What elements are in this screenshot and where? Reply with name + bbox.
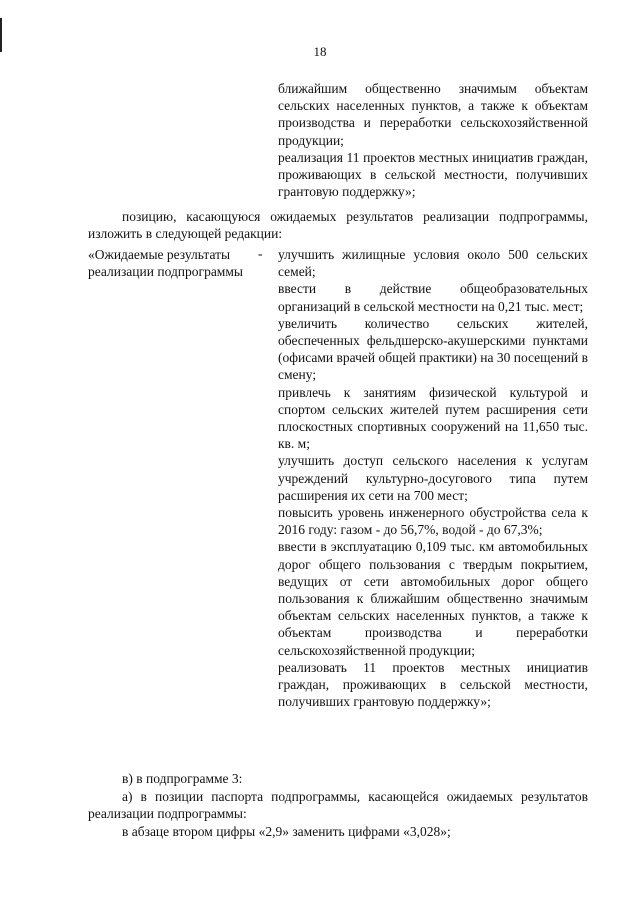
list-item: улучшить жилищные условия около 500 сельских семей; [278, 247, 588, 280]
amendment-item: а) в позиции паспорта подпрограммы, касающейся ожидаемых результатов реализации подпрограммы: [88, 788, 588, 822]
instruction-paragraph: позицию, касающуюся ожидаемых результатов реализации подпрограммы, изложить в следующей редакции: [88, 209, 588, 242]
list-item: ввести в эксплуатацию 0,109 тыс. км автомобильных дорог общего пользования с твердым покрытием, ведущих от сети автомобильных дорог общего пользования к ближайшим общественно значимым объектам сельских населенных пунктов, а также к объектам производства и переработки сельскохозяйственной продукции; [278, 539, 588, 658]
top-paragraph: реализация 11 проектов местных инициатив граждан, проживающих в сельской местности, получивших грантовую поддержку»; [278, 149, 588, 200]
expected-results-list [278, 246, 588, 710]
list-item: ввести в действие общеобразовательных организаций в сельской местности на 0,21 тыс. мест; [278, 281, 588, 314]
list-item: увеличить количество сельских жителей, обеспеченных фельдшерско-акушерскими пунктами (офисами врачей общей практики) на 30 посещений в смену; [278, 315, 588, 383]
list-item: повысить уровень инженерного обустройства села к 2016 году: газом - до 56,7%, водой - до 67,3%; [278, 505, 588, 538]
top-continued-block [278, 80, 588, 200]
page-number: 18 [313, 44, 327, 59]
amendments-block [88, 770, 588, 840]
amendment-item: в) в подпрограмме 3: [122, 771, 243, 786]
list-item: улучшить доступ сельского населения к услугам учреждений культурно-досугового типа путем расширения их сети на 700 мест; [278, 453, 588, 503]
top-paragraph: ближайшим общественно значимым объектам сельских населенных пунктов, а также к объектам производства и переработки сельскохозяйственной продукции; [278, 81, 588, 148]
table-dash: - [258, 246, 263, 261]
amendment-item: в абзаце втором цифры «2,9» заменить цифрами «3,028»; [122, 823, 451, 839]
table-row-label: «Ожидаемые результаты реализации подпрограммы [88, 247, 243, 280]
list-item: привлечь к занятиям физической культурой и спортом сельских жителей путем расширения сети плоскостных спортивных сооружений на 11,650 тыс. кв. м; [278, 384, 588, 452]
list-item: реализовать 11 проектов местных инициатив граждан, проживающих в сельской местности, получивших грантовую поддержку»; [278, 659, 588, 710]
